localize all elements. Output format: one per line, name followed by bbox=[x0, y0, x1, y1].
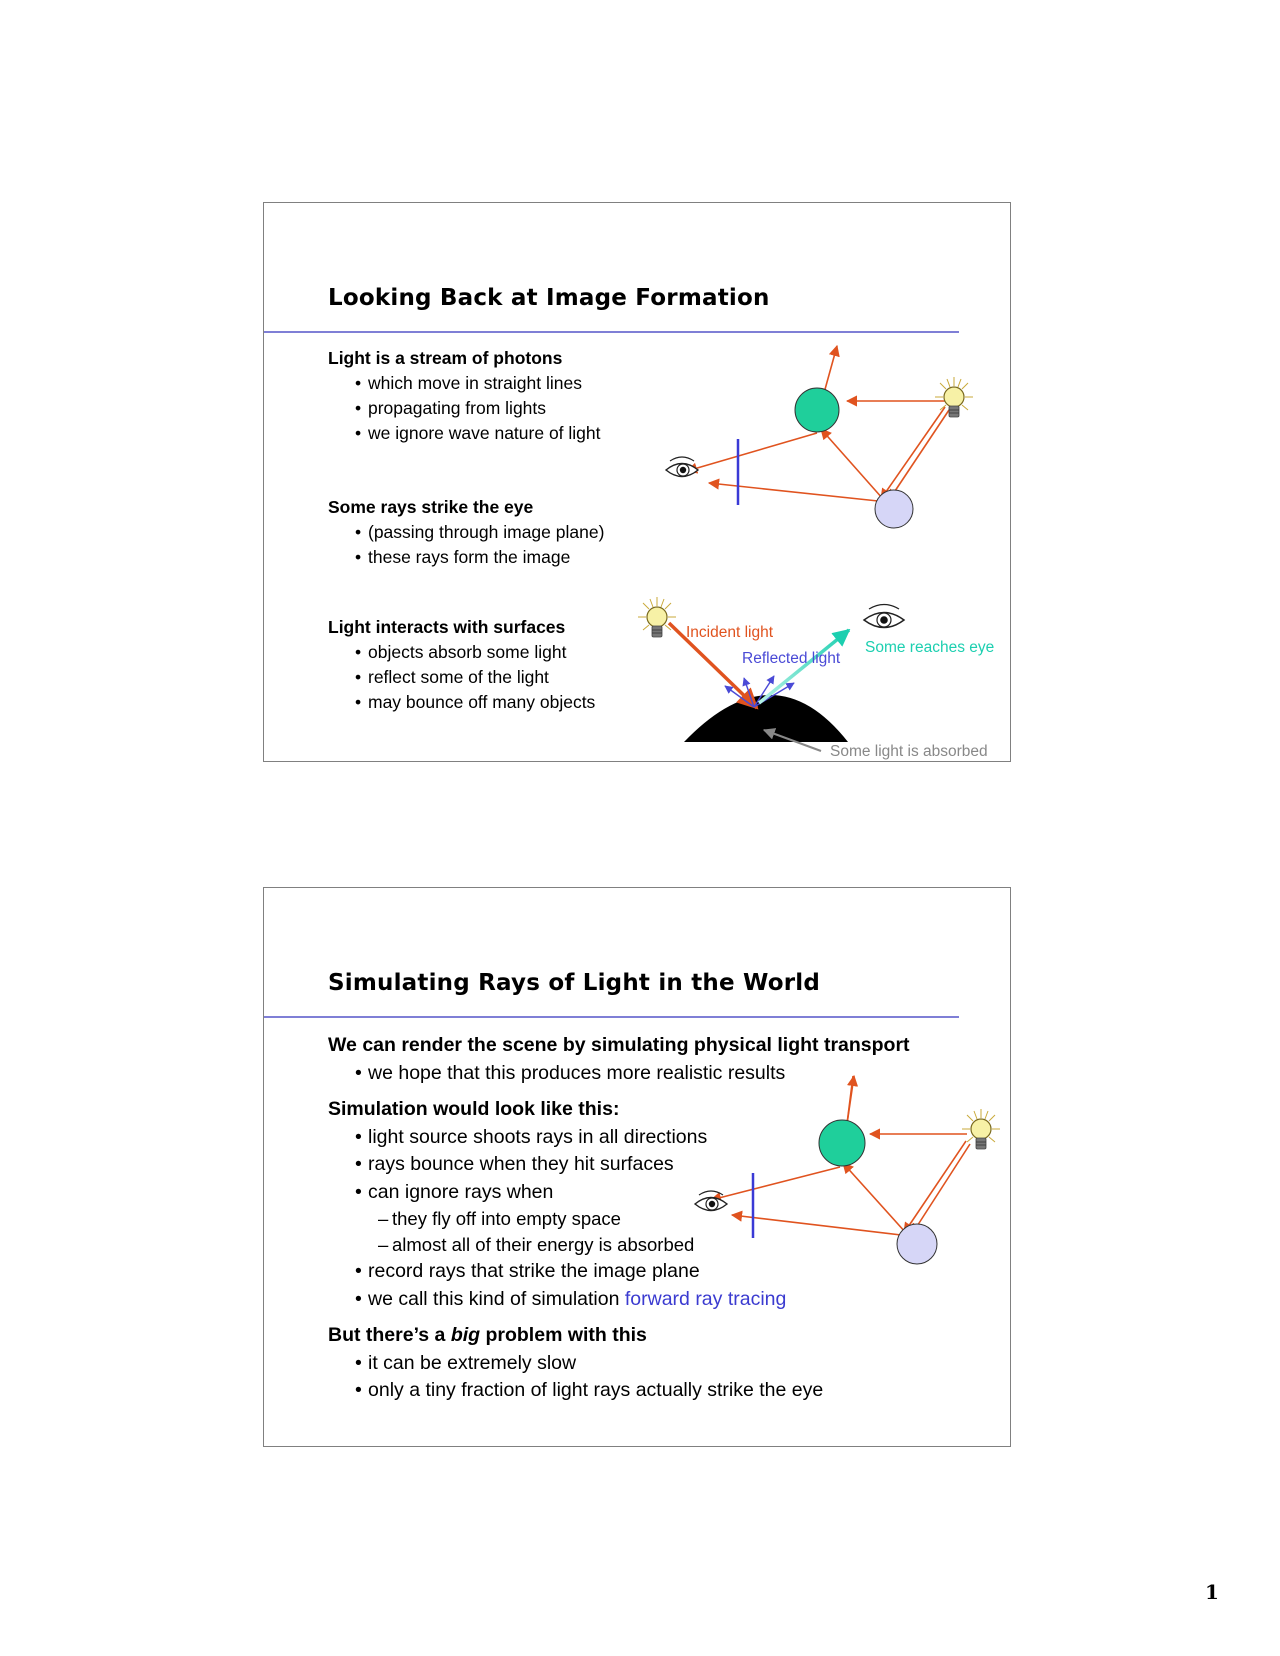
bullet-item: • light source shoots rays in all directions bbox=[328, 1124, 968, 1152]
lavender-sphere bbox=[897, 1224, 937, 1264]
reaches-eye-label: Some reaches eye bbox=[865, 639, 995, 656]
heading-emphasis: big bbox=[450, 1324, 481, 1346]
incident-light-label: Incident light bbox=[686, 624, 774, 641]
slide-1 bbox=[263, 202, 1011, 762]
bullet-item: • may bounce off many objects bbox=[328, 690, 968, 715]
bullet-item: • only a tiny fraction of light rays actually strike the eye bbox=[328, 1377, 968, 1405]
bullet-item: • propagating from lights bbox=[328, 396, 968, 421]
bullet-item: • these rays form the image bbox=[328, 545, 968, 570]
absorbing-surface bbox=[684, 695, 848, 742]
sub-bullet-item: – they fly off into empty space bbox=[328, 1206, 968, 1232]
page-number: 1 bbox=[1205, 1580, 1219, 1604]
section-heading: Light is a stream of photons bbox=[328, 348, 563, 368]
bullet-item: • objects absorb some light bbox=[328, 640, 968, 665]
slide-2 bbox=[263, 887, 1011, 1447]
section-heading: Some rays strike the eye bbox=[328, 497, 534, 517]
absorbed-label: Some light is absorbed bbox=[830, 743, 988, 760]
slide-title: Simulating Rays of Light in the World bbox=[328, 970, 821, 996]
bullet-item: • we hope that this produces more realistic results bbox=[328, 1060, 968, 1088]
bullet-item: • reflect some of the light bbox=[328, 665, 968, 690]
bullet-item: • we ignore wave nature of light bbox=[328, 421, 968, 446]
surface-interaction-diagram bbox=[264, 203, 1012, 763]
eye-icon bbox=[864, 605, 904, 628]
bullet-item: • (passing through image plane) bbox=[328, 520, 968, 545]
ray-scene-diagram bbox=[264, 888, 1012, 1448]
section-heading: Simulation would look like this: bbox=[328, 1098, 620, 1120]
green-sphere bbox=[819, 1120, 865, 1166]
bullet-item: • rays bounce when they hit surfaces bbox=[328, 1151, 968, 1179]
reflected-light-label: Reflected light bbox=[742, 650, 841, 667]
sub-bullet-item: – almost all of their energy is absorbed bbox=[328, 1232, 968, 1258]
section-heading: We can render the scene by simulating physical light transport bbox=[328, 1034, 910, 1056]
bullet-item: • can ignore rays when bbox=[328, 1179, 968, 1207]
light-bulb-icon bbox=[962, 1109, 1000, 1149]
heading-part: But there’s a bbox=[328, 1324, 451, 1346]
bullet-item: • record rays that strike the image plane bbox=[328, 1258, 968, 1286]
section-heading: Light interacts with surfaces bbox=[328, 617, 566, 637]
bullet-text: we call this kind of simulation bbox=[368, 1287, 620, 1310]
slide-title: Looking Back at Image Formation bbox=[328, 285, 770, 311]
bullet-item: • which move in straight lines bbox=[328, 371, 968, 396]
heading-part: problem with this bbox=[480, 1324, 647, 1346]
eye-icon bbox=[695, 1191, 727, 1211]
light-bulb-icon bbox=[638, 597, 676, 637]
bullet-item: • it can be extremely slow bbox=[328, 1350, 968, 1378]
highlight-term: forward ray tracing bbox=[624, 1287, 787, 1310]
